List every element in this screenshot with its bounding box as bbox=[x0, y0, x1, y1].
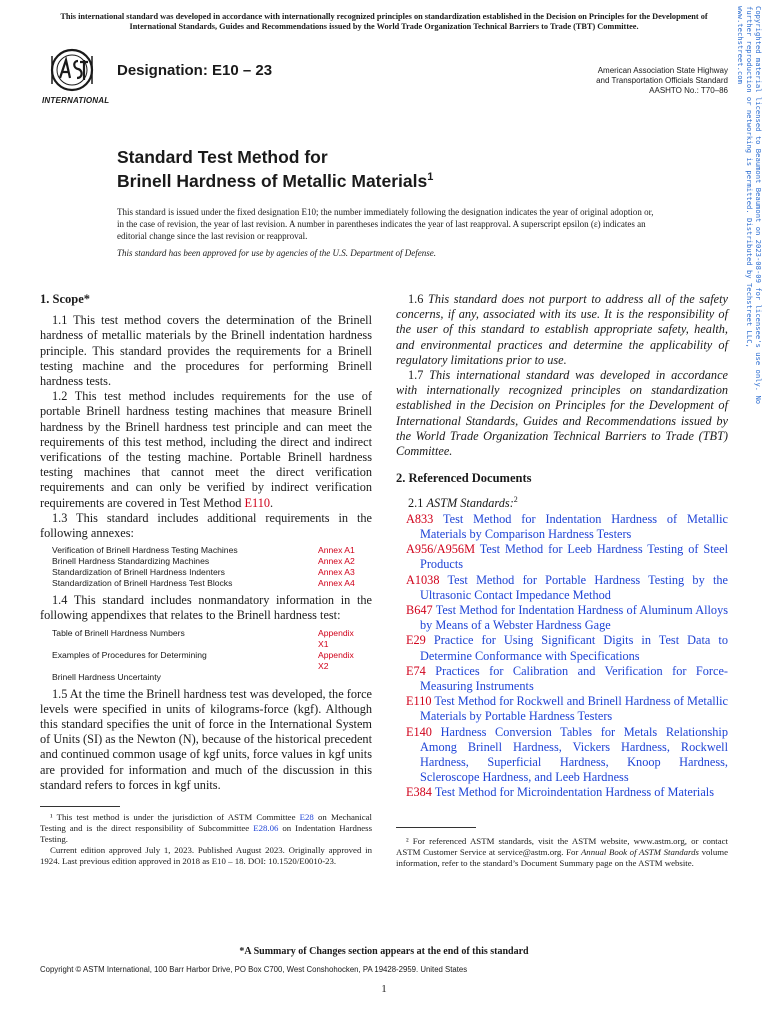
list-item bbox=[396, 603, 728, 633]
appendix-link[interactable]: Appendix X1 bbox=[318, 627, 354, 649]
doc-code-link[interactable]: E384 bbox=[406, 785, 432, 800]
list-item bbox=[396, 725, 728, 786]
annex-link[interactable]: Annex A1 bbox=[318, 545, 355, 556]
doc-title-link[interactable]: Test Method for Microindentation Hardness of Materials bbox=[434, 785, 714, 800]
summary-of-changes-note: *A Summary of Changes section appears at the end of this standard bbox=[239, 946, 529, 957]
aashto-line-1: American Association State Highway bbox=[597, 66, 728, 75]
footnote-1-edition: Current edition approved July 1, 2023. Published August 2023. Originally approved in 1924. Last previous edition approved in 2018 as E10 – 18. DOI: 10.1520/E0010-23. bbox=[40, 845, 372, 866]
list-item bbox=[396, 573, 728, 603]
astm-logo bbox=[40, 46, 110, 106]
doc-code-link[interactable]: E74 bbox=[406, 663, 426, 678]
para-1-6-text: This standard does not purport to address all of the safety concerns, if any, associated with its use. It is the responsibility of the user of this standard to establish appropriate safety, health, and environmental practices and determine the applicability of regulatory limitations prior to use. bbox=[396, 292, 728, 367]
appendix-label: Table of Brinell Hardness Numbers bbox=[52, 627, 185, 638]
list-item bbox=[396, 633, 728, 663]
para-1-7-num: 1.7 bbox=[408, 368, 430, 383]
para-1-5: 1.5 At the time the Brinell hardness test was developed, the force levels were specified in units of kilograms-force (kgf). Although this standard specifies the unit of force in the International System of Units (SI) as the Newton (N), because of the historical precedent and continued common usage of kgf units, force values in kgf units are provided for information and much of the discussion in this standard refers to forces in kgf units. bbox=[40, 686, 372, 792]
e110-link[interactable]: E110 bbox=[244, 495, 270, 510]
e28-link[interactable]: E28 bbox=[299, 812, 314, 822]
logo-wordmark: INTERNATIONAL bbox=[42, 96, 110, 105]
annex-row bbox=[52, 567, 362, 578]
annex-label: Brinell Hardness Standardizing Machines bbox=[52, 556, 210, 567]
section-2-heading: 2. Referenced Documents bbox=[396, 471, 532, 486]
left-column bbox=[40, 292, 372, 793]
annex-row bbox=[52, 578, 362, 589]
doc-title-link[interactable]: Hardness Conversion Tables for Metals Relationship Among Brinell Hardness, Vickers Hardness, Rockwell Hardness, Superficial Hardness, Knoop Hardness, Scleroscope Hardness, and Leeb Hardness bbox=[420, 724, 728, 785]
para-1-6-num: 1.6 bbox=[408, 292, 428, 306]
doc-title-link[interactable]: Test Method for Portable Hardness Testing by the Ultrasonic Contact Impedance Method bbox=[420, 572, 728, 602]
copyright: Copyright © ASTM International, 100 Barr Harbor Drive, PO Box C700, West Conshohocken, PA 19428-2959. United States bbox=[40, 965, 468, 974]
para-1-7-text: This international standard was developed in accordance with internationally recognized principles on standardization established in the Decision on Principles for the Development of International Standards, Guides and Recommendations issued by the World Trade Organization Technical Barriers to Trade (TBT) Committee. bbox=[396, 368, 728, 459]
para-1-2-text: 1.2 This test method includes requirements for the use of portable Brinell hardness testing machines that measure Brinell hardness by the Brinell hardness test principle and can meet the requirements of this test method, including the direct and indirect verifications of the testing machine. Portable Brinell hardness testing machines that cannot meet the direct verification requirements and can only be verified by indirect verification requirements are covered in Test Method bbox=[40, 389, 372, 510]
annex-label: Standardization of Brinell Hardness Test Blocks bbox=[52, 578, 233, 589]
list-item bbox=[396, 542, 728, 572]
list-item bbox=[396, 512, 728, 542]
para-1-2 bbox=[40, 389, 372, 511]
footnote-divider-left bbox=[40, 806, 120, 807]
list-item bbox=[396, 664, 728, 694]
para-1-6 bbox=[396, 292, 728, 368]
license-side-note: Copyrighted material licensed to Beaumont Beaumont on 2023-08-09 for licensee's use only. No further reproduction or networking is permitted. Distributed by Techstreet LLC, www.techstreet.com bbox=[736, 6, 763, 405]
annex-link[interactable]: Annex A4 bbox=[318, 578, 355, 589]
referenced-documents-list bbox=[396, 512, 728, 801]
fn1-text-c: on Indentation Hardness Testing. bbox=[40, 823, 372, 844]
dod-approval: This standard has been approved for use by agencies of the U.S. Department of Defense. bbox=[117, 248, 437, 258]
annex-table bbox=[52, 545, 362, 589]
title-line-2 bbox=[117, 167, 433, 191]
doc-title-link[interactable]: Test Method for Rockwell and Brinell Hardness of Metallic Materials by Portable Hardness Testers bbox=[420, 694, 728, 724]
para-1-7 bbox=[396, 368, 728, 459]
title-line-1: Standard Test Method for bbox=[117, 147, 328, 167]
footnote-1 bbox=[40, 812, 372, 867]
appendix-label: Brinell Hardness Uncertainty bbox=[52, 671, 161, 682]
appendix-row bbox=[52, 628, 362, 650]
para-2-1-mark: 2 bbox=[513, 495, 518, 505]
annex-label: Verification of Brinell Hardness Testing Machines bbox=[52, 545, 238, 556]
fn2-text-b: volume information, refer to the standard’s Document Summary page on the ASTM website. bbox=[396, 847, 728, 868]
doc-code-link[interactable]: B647 bbox=[406, 602, 433, 617]
doc-title-link[interactable]: Test Method for Indentation Hardness of Metallic Materials by Comparison Hardness Testers bbox=[420, 511, 728, 541]
para-2-1-num: 2.1 bbox=[408, 496, 427, 511]
annex-link[interactable]: Annex A2 bbox=[318, 556, 355, 567]
para-1-2-end: . bbox=[270, 495, 274, 510]
fn1-text-b: on Mechanical Testing and is the direct responsibility of Subcommittee bbox=[40, 812, 372, 833]
annex-link[interactable]: Annex A3 bbox=[318, 567, 355, 578]
title-line-2-text: Brinell Hardness of Metallic Materials bbox=[117, 170, 428, 191]
issuance-statement: This standard is issued under the fixed designation E10; the number immediately following the designation indicates the year of original adoption or, in the case of revision, the year of last revision. A number in parentheses indicates the year of last reapproval. A superscript epsilon (ε) indicates an editorial change since the last revision or reapproval. bbox=[117, 207, 654, 241]
annex-row bbox=[52, 545, 362, 556]
doc-code-link[interactable]: A956/A956M bbox=[406, 542, 476, 557]
doc-code-link[interactable]: A1038 bbox=[406, 572, 440, 587]
appendix-link bbox=[318, 672, 362, 683]
aashto-reference bbox=[520, 66, 728, 96]
doc-title-link[interactable]: Practices for Calibration and Verification for Force-Measuring Instruments bbox=[420, 663, 729, 693]
fn1-text-a: ¹ This test method is under the jurisdiction of ASTM Committee bbox=[50, 812, 300, 822]
appendix-table bbox=[52, 628, 362, 683]
section-1-heading: 1. Scope* bbox=[40, 292, 90, 306]
para-2-1-label: ASTM Standards: bbox=[426, 496, 514, 511]
designation: Designation: E10 – 23 bbox=[117, 62, 273, 79]
doc-code-link[interactable]: E140 bbox=[406, 724, 432, 739]
title-footnote-mark: 1 bbox=[427, 171, 434, 183]
para-1-4: 1.4 This standard includes nonmandatory information in the following appendixes that relates to the Brinell hardness test: bbox=[40, 593, 372, 623]
appendix-link[interactable]: Appendix X2 bbox=[318, 649, 354, 671]
aashto-line-3: AASHTO No.: T70–86 bbox=[649, 86, 728, 95]
e28-06-link[interactable]: E28.06 bbox=[253, 823, 279, 833]
list-item bbox=[396, 785, 728, 800]
doc-code-link[interactable]: E29 bbox=[406, 633, 426, 648]
footnote-divider-right bbox=[396, 827, 476, 828]
doc-title-link[interactable]: Practice for Using Significant Digits in Test Data to Determine Conformance with Specifications bbox=[420, 633, 728, 663]
doc-code-link[interactable]: E110 bbox=[406, 694, 432, 709]
fn2-text-a: ² For referenced ASTM standards, visit the ASTM website, www.astm.org, or contact ASTM Customer Service at service@astm.org. For bbox=[396, 836, 728, 857]
annex-row bbox=[52, 556, 362, 567]
international-standard-notice: This international standard was developed in accordance with internationally recognized principles on standardization established in the Decision on Principles for the Development of International Standards, Guides and Recommendations issued by the World Trade Organization Technical Barriers to Trade (TBT) Committee. bbox=[60, 12, 708, 31]
page-number: 1 bbox=[381, 983, 387, 995]
appendix-row bbox=[52, 672, 362, 683]
doc-code-link[interactable]: A833 bbox=[406, 511, 434, 526]
appendix-label: Examples of Procedures for Determining bbox=[52, 649, 207, 660]
aashto-line-2: and Transportation Officials Standard bbox=[596, 76, 728, 85]
doc-title-link[interactable]: Test Method for Leeb Hardness Testing of Steel Products bbox=[420, 542, 728, 572]
doc-title-link[interactable]: Test Method for Indentation Hardness of Aluminum Alloys by Means of a Webster Hardness Gage bbox=[420, 602, 729, 633]
appendix-row bbox=[52, 650, 362, 672]
footnote-2 bbox=[396, 836, 728, 869]
fn2-text-italic: Annual Book of ASTM Standards bbox=[580, 847, 699, 857]
annex-label: Standardization of Brinell Hardness Indenters bbox=[52, 567, 225, 578]
para-1-3: 1.3 This standard includes additional requirements in the following annexes: bbox=[40, 510, 372, 541]
document-title bbox=[117, 147, 433, 191]
footnote-2-para bbox=[396, 836, 728, 869]
footnote-1-para bbox=[40, 812, 372, 845]
right-column bbox=[396, 292, 728, 801]
list-item bbox=[396, 694, 728, 724]
para-2-1 bbox=[396, 492, 728, 511]
para-1-1: 1.1 This test method covers the determination of the Brinell hardness of metallic materials by the Brinell indentation hardness principle. This standard provides the requirements for a Brinell testing machine and the procedures for performing Brinell hardness tests. bbox=[40, 313, 372, 389]
